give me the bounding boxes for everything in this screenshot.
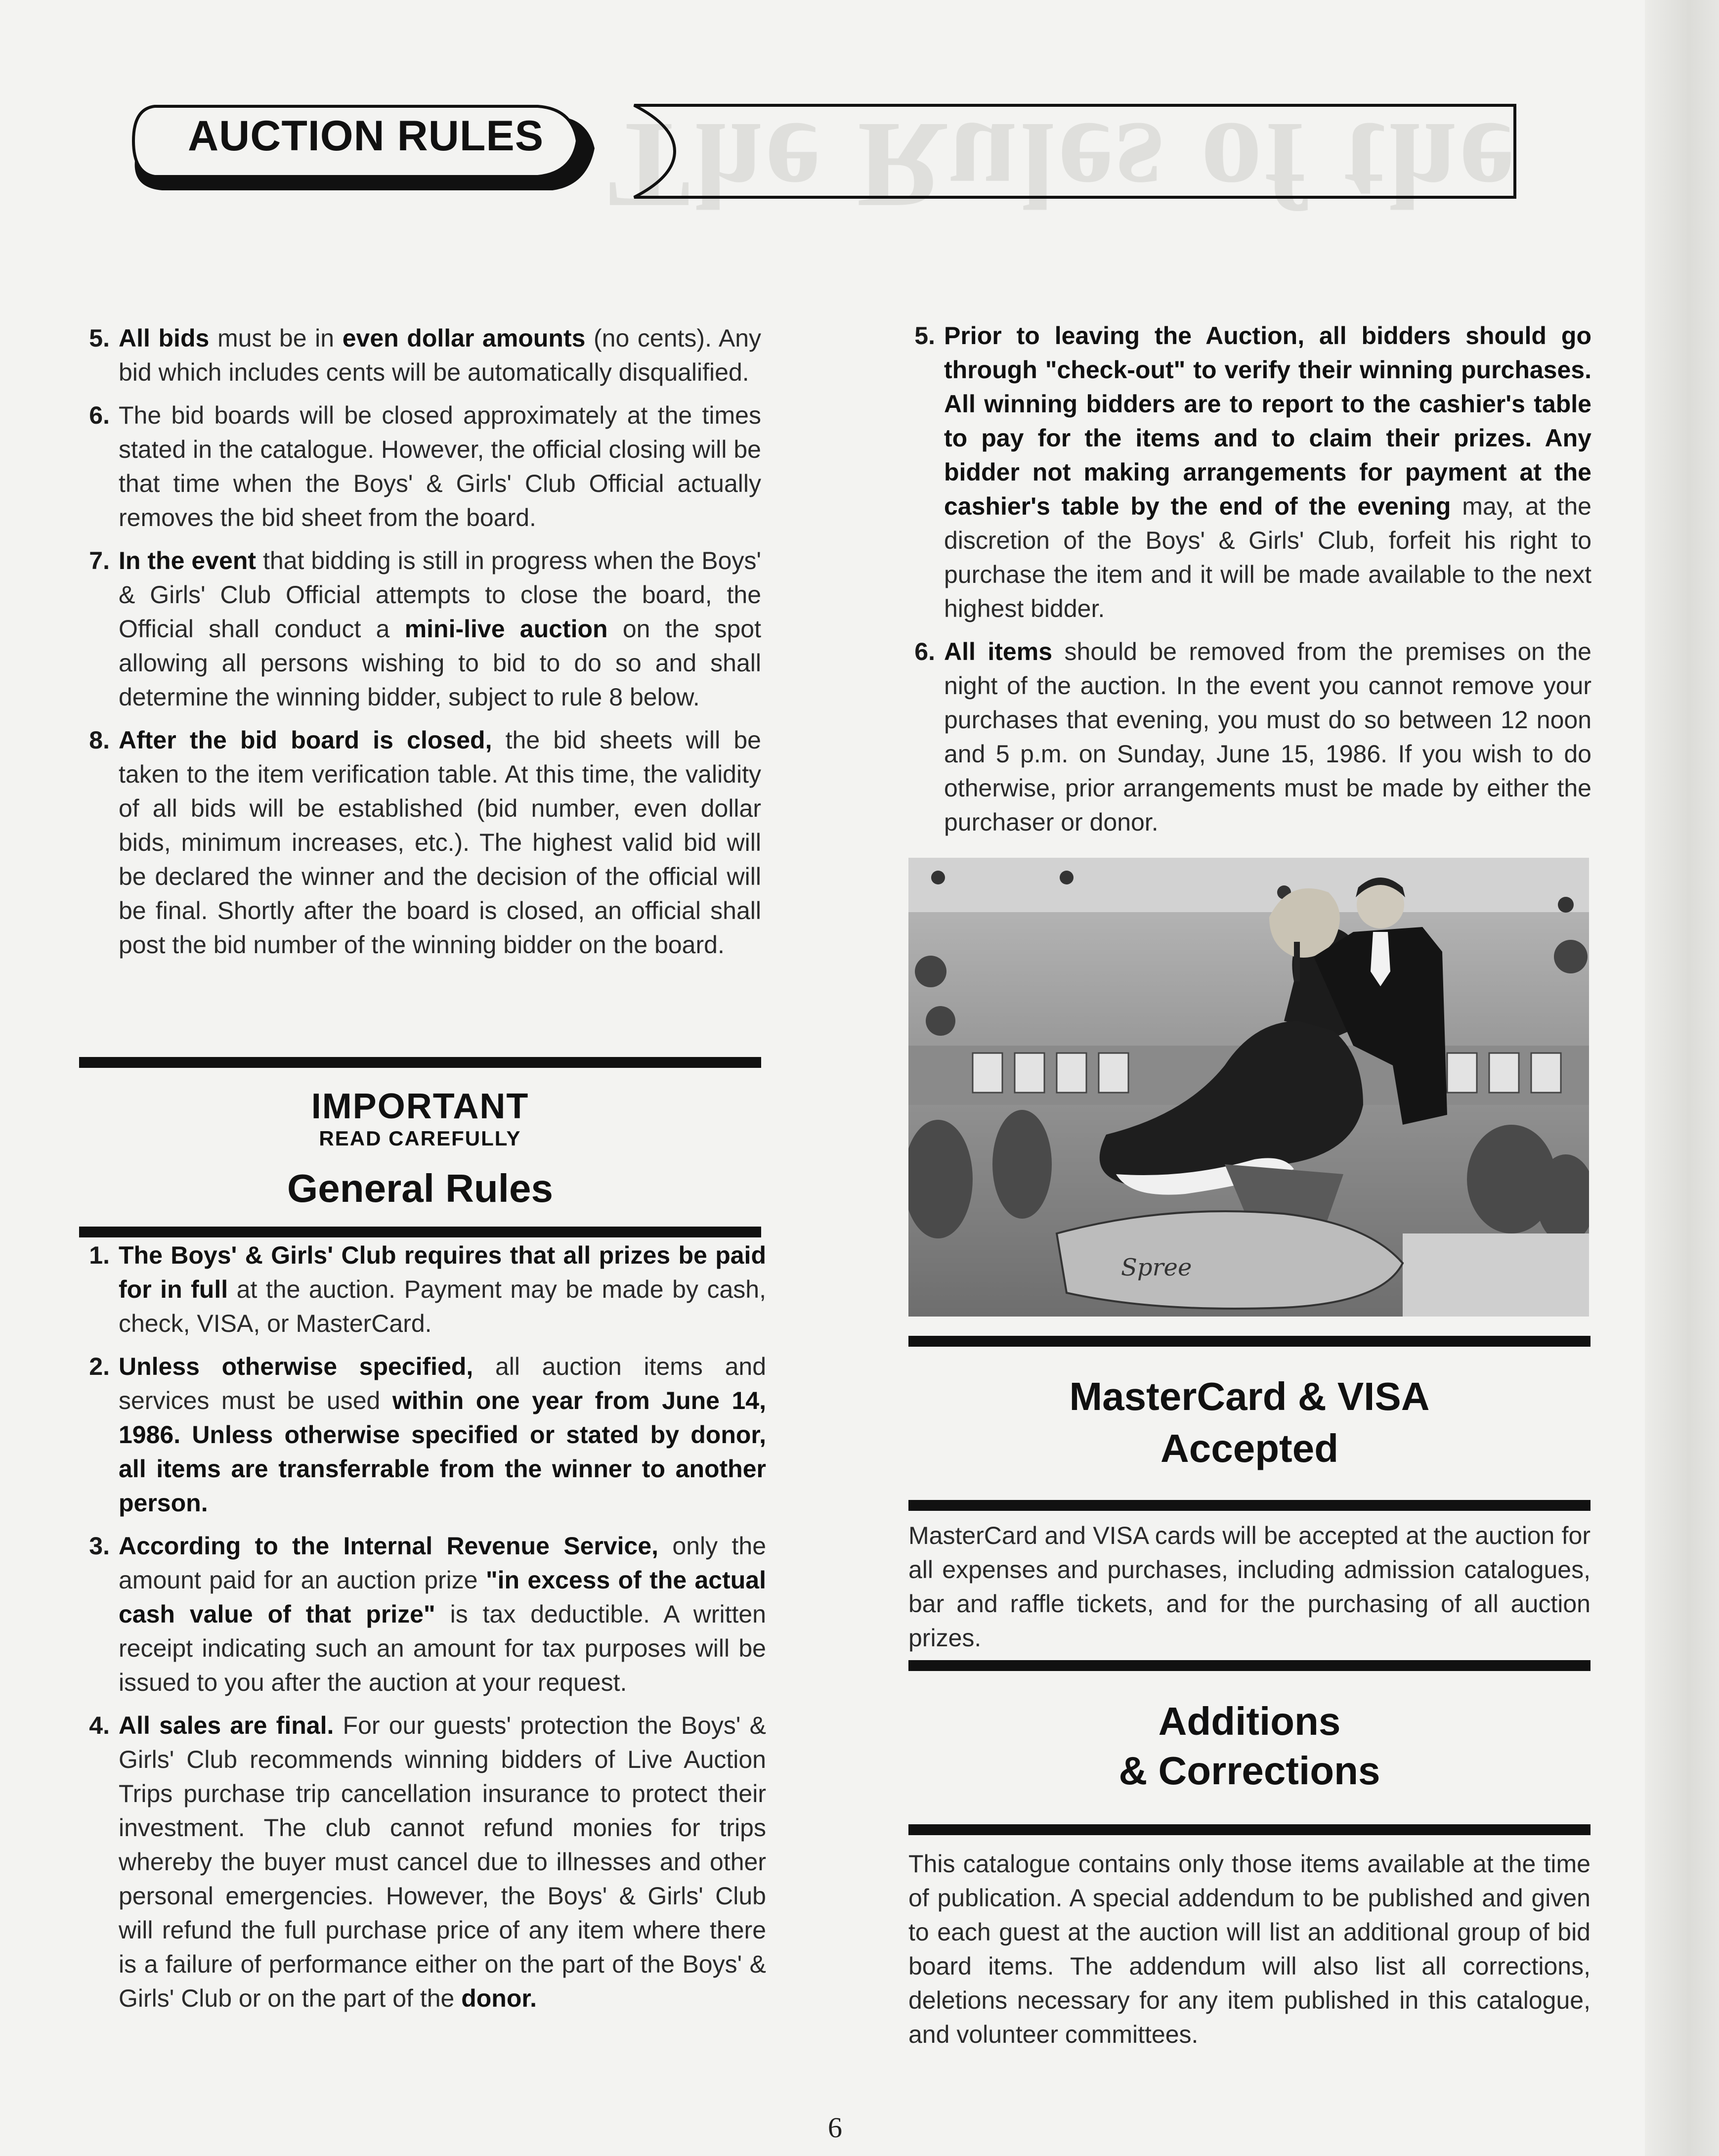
rule-text: Prior to leaving the Auction, all bidders should go through "check-out" to verify their winning purchases. All winning bidders are to report to the cashier's table to pay for the items and to claim their prizes. Any bidder not making arrangements for payment at the cashier's table by the end of the evening may, at the discretion of the Boys' & Girls' Club, forfeit his right to purchase the item and it will be made available to the next highest bidder.: [944, 322, 1591, 622]
rule-number: 7.: [89, 547, 110, 574]
rule-text: All items should be removed from the premises on the night of the auction. In the event you cannot remove your purchases that evening, you must do so between 12 noon and 5 p.m. on Sunday, June 15, 1986. If you wish to do otherwise, prior arrangements must be made by either the purchaser or donor.: [944, 638, 1591, 836]
rule-number: 5.: [914, 322, 935, 350]
important-title: IMPORTANT: [311, 1087, 529, 1126]
additions-body: This catalogue contains only those items available at the time of publication. A special addendum to be published and given to each guest at the auction will list an additional group of bid board items. The addendum will also list all corrections, deletions necessary for any item published in this catalogue, and volunteer committees.: [908, 1850, 1590, 2048]
rule-text: According to the Internal Revenue Service, only the amount paid for an auction prize "in excess of the actual cash value of that prize" is tax deductible. A written receipt indicating such an amount for tax purposes will be issued to you after the auction at your request.: [119, 1532, 767, 1696]
rule-number: 1.: [89, 1241, 110, 1269]
additions-title: Additions: [1158, 1699, 1341, 1743]
rule-text: All bids must be in even dollar amounts (no cents). Any bid which includes cents will be automatically disqualified.: [119, 324, 761, 386]
rule-number: 6.: [89, 401, 110, 429]
rule-item: [69, 544, 761, 714]
divider: [79, 1227, 761, 1237]
mastercard-title: MasterCard & VISA: [1069, 1374, 1430, 1418]
rule-item: [69, 321, 761, 390]
additions-subtitle: & Corrections: [1118, 1749, 1380, 1793]
rule-item: [69, 1709, 766, 2016]
rule-number: 2.: [89, 1353, 110, 1380]
rule-item: [69, 1529, 766, 1700]
rule-item: [69, 723, 761, 962]
page-title: AUCTION RULES: [188, 112, 544, 160]
rule-item: [69, 1238, 766, 1341]
divider: [79, 1057, 761, 1068]
right-rules: [900, 319, 1591, 848]
rule-item: [900, 319, 1591, 626]
rule-text: In the event that bidding is still in progress when the Boys' & Girls' Club Official attempts to close the board, the Official shall conduct a mini-live auction on the spot allowing all persons wishing to bid to do so and shall determine the winning bidder, subject to rule 8 below.: [119, 547, 761, 711]
rule-number: 6.: [914, 638, 935, 665]
rule-text: The Boys' & Girls' Club requires that all prizes be paid for in full at the auction. Payment may be made by cash, check, VISA, or MasterCard.: [119, 1241, 766, 1337]
rule-number: 4.: [89, 1712, 110, 1739]
rule-number: 5.: [89, 324, 110, 352]
rule-item: [69, 398, 761, 535]
page-number: 6: [828, 2112, 842, 2144]
left-rules: [69, 321, 761, 971]
divider: [908, 1660, 1590, 1671]
show-through-text: The Rules of the: [608, 97, 1517, 234]
divider: [908, 1824, 1590, 1835]
scooter-brand: Spree: [1121, 1254, 1192, 1281]
read-carefully: READ CAREFULLY: [319, 1127, 521, 1150]
rule-number: 8.: [89, 726, 110, 754]
rule-text: All sales are final. For our guests' protection the Boys' & Girls' Club recommends winning bidders of Live Auction Trips purchase trip cancellation insurance to protect their investment. The club cannot refund monies for trips whereby the buyer must cancel due to illnesses and other personal emergencies. However, the Boys' & Girls' Club will refund the full purchase price of any item where there is a failure of performance either on the part of the Boys' & Girls' Club or on the part of the donor.: [119, 1712, 766, 2012]
mastercard-body: MasterCard and VISA cards will be accepted at the auction for all expenses and purchases, including admission catalogues, bar and raffle tickets, and for the purchasing of all auction prizes.: [908, 1522, 1590, 1652]
general-rules-heading: General Rules: [287, 1166, 553, 1210]
mastercard-subtitle: Accepted: [1160, 1426, 1339, 1470]
rule-text: Unless otherwise specified, all auction items and services must be used within one year from June 14, 1986. Unless otherwise specified or stated by donor, all items are transferrable from the winner to another person.: [119, 1353, 766, 1517]
mastercard-section: [908, 1336, 1590, 1655]
divider: [908, 1500, 1590, 1511]
general-rules-list: [69, 1238, 766, 2024]
page-edge-shadow: [1645, 0, 1719, 2156]
rule-number: 3.: [89, 1532, 110, 1560]
rule-item: [900, 635, 1591, 839]
rule-text: After the bid board is closed, the bid sheets will be taken to the item verification table. At this time, the validity of all bids will be established (bid number, even dollar bids, minimum increases, etc.). The highest valid bid will be declared the winner and the decision of the official will be final. Shortly after the board is closed, an official shall post the bid number of the winning bidder on the board.: [119, 726, 761, 959]
rule-item: [69, 1350, 766, 1520]
important-header: [79, 1057, 761, 1237]
header-frame: [630, 102, 1517, 200]
divider: [908, 1336, 1590, 1347]
auction-photo: [908, 858, 1589, 1317]
rule-text: The bid boards will be closed approximately at the times stated in the catalogue. However, the official closing will be that time when the Boys' & Girls' Club Official actually removes the bid sheet from the board.: [119, 401, 761, 531]
additions-section: [908, 1660, 1590, 2052]
